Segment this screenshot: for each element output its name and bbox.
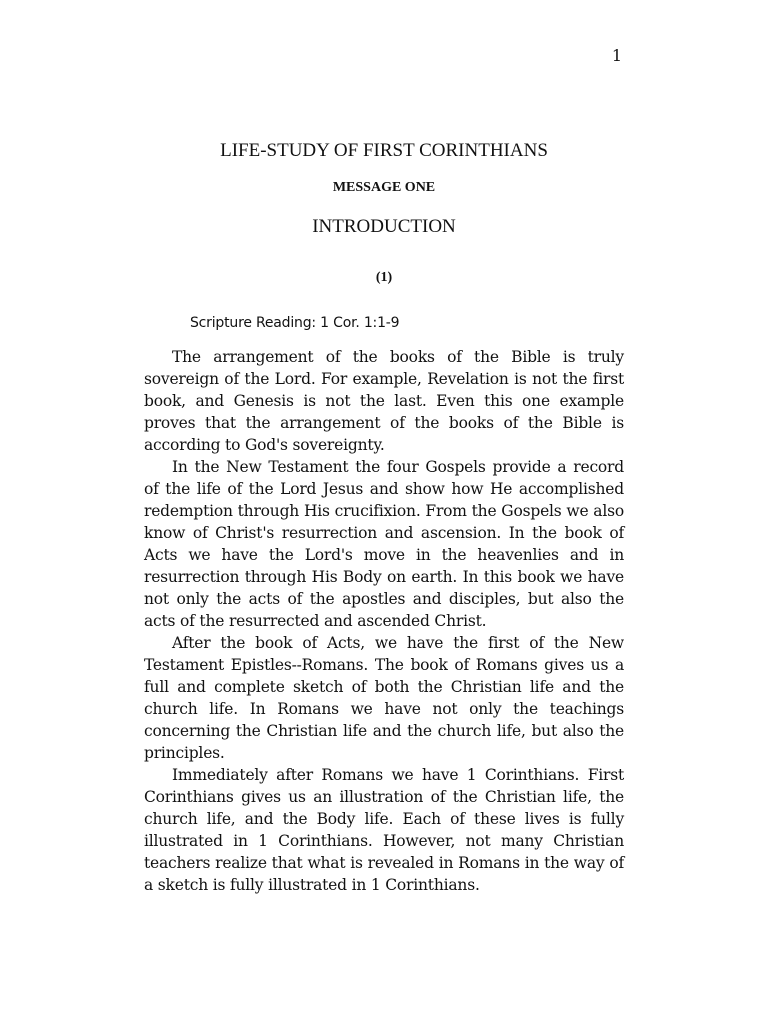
message-heading: MESSAGE ONE bbox=[332, 180, 436, 195]
paragraph: After the book of Acts, we have the first of the New Testament Epistles--Romans. The book of Romans gives us a full and complete sketch of both the Christian life and the church life. In Romans we have not only the teachings concerning the Christian life and the church life, but also the principles. bbox=[144, 634, 624, 762]
scripture-reading: Scripture Reading: 1 Cor. 1:1-9 bbox=[190, 315, 400, 331]
paragraph: The arrangement of the books of the Bible is truly sovereign of the Lord. For example, Revelation is not the first book, and Genesis is not the last. Even this one example proves that the arrangement of the books of the Bible is according to God's sovereignty. bbox=[144, 348, 624, 454]
section-heading: INTRODUCTION bbox=[312, 216, 456, 237]
page-number: 1 bbox=[611, 46, 622, 65]
book-title: LIFE-STUDY OF FIRST CORINTHIANS bbox=[220, 140, 548, 161]
paragraph: In the New Testament the four Gospels provide a record of the life of the Lord Jesus and show how He accomplished redemption through His crucifixion. From the Gospels we also know of Christ's resurrection and ascension. In the book of Acts we have the Lord's move in the heavenlies and in resurrection through His Body on earth. In this book we have not only the acts of the apostles and disciples, but also the acts of the resurrected and ascended Christ. bbox=[144, 458, 624, 630]
part-number: (1) bbox=[375, 270, 393, 285]
paragraph: Immediately after Romans we have 1 Corinthians. First Corinthians gives us an illustration of the Christian life, the church life, and the Body life. Each of these lives is fully illustrated in 1 Corinthians. However, not many Christian teachers realize that what is revealed in Romans in the way of a sketch is fully illustrated in 1 Corinthians. bbox=[144, 766, 624, 894]
body-text bbox=[144, 346, 624, 896]
